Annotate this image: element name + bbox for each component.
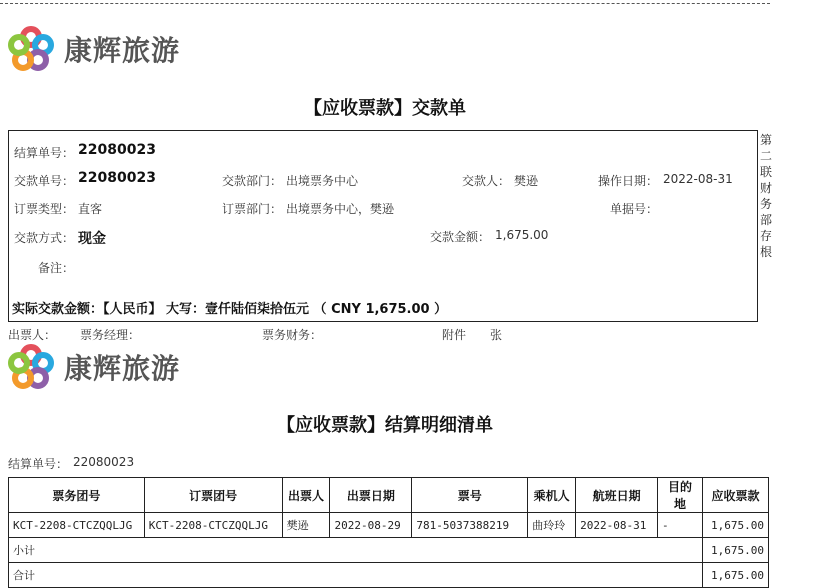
col-header: 航班日期 [576,478,658,513]
pay-dept: 出境票务中心 [286,174,359,188]
sign-finance: 票务财务： [262,328,323,342]
sign-issuer: 出票人： [8,328,57,342]
total-row [9,563,769,588]
booking-dept-label: 订票部门： [222,202,283,216]
table-cell: - [658,513,703,538]
amount-label: 交款金额： [430,230,491,244]
brand-logo [8,24,198,74]
booking-dept: 出境票务中心，樊逊 [286,202,395,216]
table-cell: 曲玲玲 [528,513,576,538]
table-cell: 1,675.00 [702,513,768,538]
pay-method-label: 交款方式： [14,231,75,245]
total-value: 1,675.00 [702,563,768,588]
perforation-line [0,3,770,4]
col-header: 出票日期 [330,478,412,513]
receipt-title: 【应收票款】交款单 [304,98,466,119]
payment-no: 22080023 [78,170,156,186]
col-header: 目的地 [658,478,703,513]
subtotal-label: 小计 [9,538,703,563]
amount: 1,675.00 [495,228,549,242]
table-cell: 781-5037388219 [412,513,528,538]
col-header: 出票人 [282,478,330,513]
table-cell: KCT-2208-CTCZQQLJG [9,513,145,538]
col-header: 乘机人 [528,478,576,513]
payment-no-label: 交款单号： [14,174,75,188]
table-cell: 2022-08-31 [576,513,658,538]
receipt-box [8,130,758,322]
pay-dept-label: 交款部门： [222,174,283,188]
copy-side-note: 第二联财务部存根 [760,133,773,259]
table-cell: KCT-2208-CTCZQQLJG [144,513,282,538]
sign-attach: 附件 [442,328,467,342]
table-cell: 樊逊 [282,513,330,538]
sign-sheets: 张 [490,328,503,342]
subtotal-value: 1,675.00 [702,538,768,563]
table-row [9,513,769,538]
remark-label: 备注： [38,261,75,275]
col-header: 票务团号 [9,478,145,513]
detail-settlement-no: 22080023 [73,455,135,469]
detail-title: 【应收票款】结算明细清单 [277,415,493,436]
op-date-label: 操作日期： [598,174,659,188]
detail-settlement-label: 结算单号： [8,457,69,471]
detail-table [8,477,769,588]
settlement-no-label: 结算单号： [14,146,75,160]
payer-label: 交款人： [462,174,511,188]
brand-name: 康辉旅游 [64,34,181,67]
total-label: 合计 [9,563,703,588]
actual-amount-line: 实际交款金额：【人民币】 大写：壹仟陆佰柒拾伍元 （ CNY 1,675.00 ） [12,302,448,317]
payer: 樊逊 [514,174,539,188]
table-cell: 2022-08-29 [330,513,412,538]
op-date: 2022-08-31 [663,172,733,186]
flower-logo-icon [8,26,54,72]
subtotal-row [9,538,769,563]
settlement-no: 22080023 [78,142,156,158]
col-header: 应收票款 [702,478,768,513]
pay-method: 现金 [78,231,106,247]
flower-logo-icon [8,344,54,390]
col-header: 订票团号 [144,478,282,513]
booking-type: 直客 [78,202,103,216]
sign-manager: 票务经理： [80,328,141,342]
brand-name: 康辉旅游 [64,352,181,385]
table-header-row [9,478,769,513]
col-header: 票号 [412,478,528,513]
brand-logo-2 [8,342,198,392]
voucher-label: 单据号： [610,202,659,216]
booking-type-label: 订票类型： [14,202,75,216]
